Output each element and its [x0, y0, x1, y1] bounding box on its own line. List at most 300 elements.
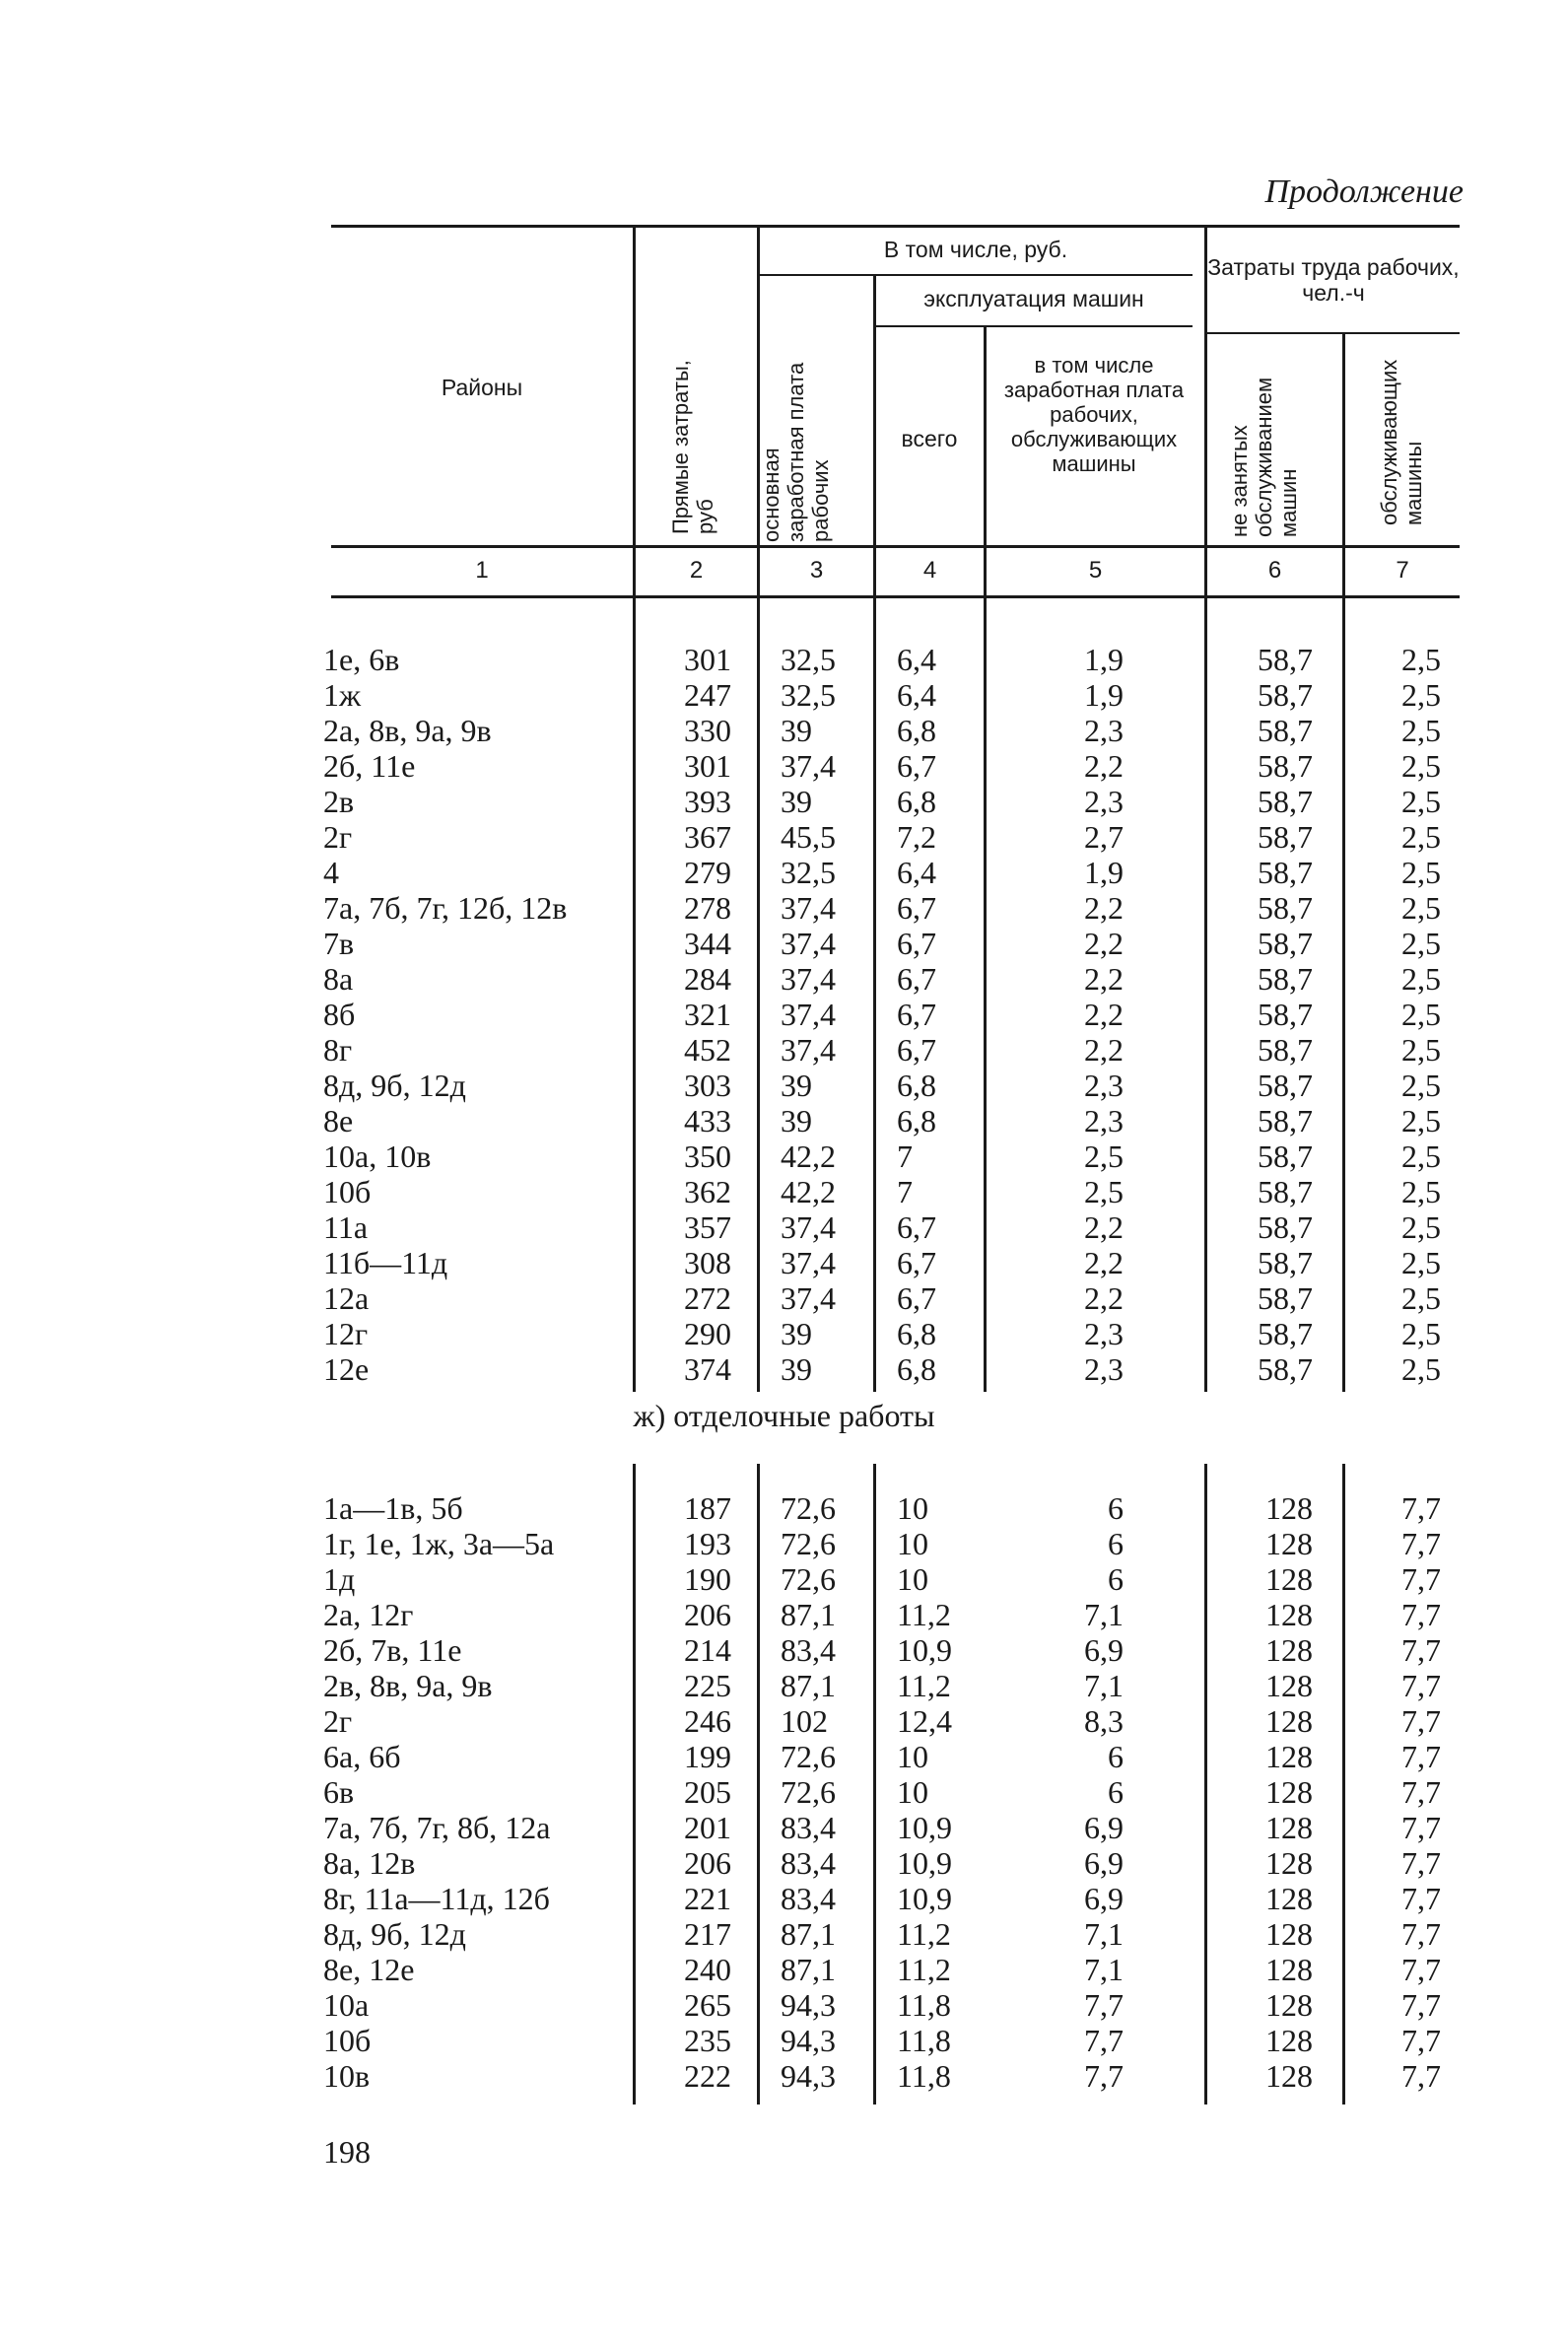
base-wage-cell: 37,4 — [781, 1032, 836, 1068]
district-cell: 8е, 12е — [323, 1952, 415, 1987]
labor-not-busy-cell: 58,7 — [1258, 926, 1313, 961]
labor-servicing-cell: 7,7 — [1401, 1526, 1441, 1561]
district-cell: 8б — [323, 997, 356, 1032]
labor-servicing-cell: 2,5 — [1401, 1280, 1441, 1316]
labor-servicing-cell: 2,5 — [1401, 1032, 1441, 1068]
machine-wage-cell: 2,2 — [1084, 890, 1124, 926]
base-wage-cell: 83,4 — [781, 1845, 836, 1881]
district-cell: 4 — [323, 855, 339, 890]
machine-wage-cell: 6,9 — [1084, 1632, 1124, 1668]
base-wage-cell: 37,4 — [781, 1245, 836, 1280]
including-header: В том числе, руб. — [883, 237, 1068, 262]
machine-total-cell: 11,2 — [897, 1597, 951, 1632]
base-wage-cell: 72,6 — [781, 1774, 836, 1810]
machine-wage-cell: 7,7 — [1084, 2058, 1124, 2094]
labor-not-busy-cell: 58,7 — [1258, 784, 1313, 819]
machine-total-cell: 6,7 — [897, 1280, 936, 1316]
header-subrule-including — [759, 274, 1193, 276]
machine-wage-cell: 6,9 — [1084, 1881, 1124, 1916]
district-cell: 8д, 9б, 12д — [323, 1916, 466, 1952]
labor-not-busy-cell: 128 — [1265, 1632, 1313, 1668]
labor-not-busy-cell: 58,7 — [1258, 890, 1313, 926]
labor-not-busy-cell: 58,7 — [1258, 1174, 1313, 1209]
machine-wage-cell: 1,9 — [1084, 855, 1124, 890]
direct-costs-cell: 433 — [684, 1103, 731, 1138]
table-row — [0, 1245, 1568, 1280]
machine-total-cell: 6,7 — [897, 1209, 936, 1245]
table-row — [0, 926, 1568, 961]
servicing-header: обслуживающих машины — [1377, 359, 1426, 525]
machine-total-cell: 11,8 — [897, 1987, 951, 2023]
district-cell: 1г, 1е, 1ж, 3а—5а — [323, 1526, 555, 1561]
base-wage-cell: 83,4 — [781, 1810, 836, 1845]
machine-wage-cell: 2,2 — [1084, 748, 1124, 784]
labor-not-busy-cell: 58,7 — [1258, 1032, 1313, 1068]
labor-not-busy-cell: 128 — [1265, 1774, 1313, 1810]
labor-not-busy-cell: 128 — [1265, 1810, 1313, 1845]
table-row — [0, 1987, 1568, 2023]
labor-servicing-cell: 7,7 — [1401, 1597, 1441, 1632]
machine-total-cell: 6,7 — [897, 748, 936, 784]
machine-wage-cell: 6 — [1108, 1561, 1124, 1597]
labor-not-busy-cell: 58,7 — [1258, 1316, 1313, 1351]
direct-costs-cell: 235 — [684, 2023, 731, 2058]
labor-servicing-cell: 7,7 — [1401, 1845, 1441, 1881]
labor-servicing-cell: 2,5 — [1401, 642, 1441, 677]
labor-servicing-cell: 7,7 — [1401, 2058, 1441, 2094]
machine-wage-cell: 2,3 — [1084, 1316, 1124, 1351]
labor-servicing-cell: 7,7 — [1401, 1916, 1441, 1952]
labor-servicing-cell: 7,7 — [1401, 1490, 1441, 1526]
base-wage-cell: 37,4 — [781, 1209, 836, 1245]
machine-total-cell: 10 — [897, 1561, 928, 1597]
labor-not-busy-cell: 128 — [1265, 1739, 1313, 1774]
labor-not-busy-cell: 58,7 — [1258, 642, 1313, 677]
machine-total-cell: 11,2 — [897, 1916, 951, 1952]
direct-costs-header: Прямые затраты, руб — [668, 360, 717, 534]
machine-wage-cell: 2,2 — [1084, 1032, 1124, 1068]
direct-costs-cell: 272 — [684, 1280, 731, 1316]
machine-wage-cell: 1,9 — [1084, 677, 1124, 713]
labor-servicing-cell: 7,7 — [1401, 1632, 1441, 1668]
district-cell: 2а, 12г — [323, 1597, 414, 1632]
direct-costs-cell: 452 — [684, 1032, 731, 1068]
machine-total-cell: 6,8 — [897, 784, 936, 819]
labor-servicing-cell: 2,5 — [1401, 748, 1441, 784]
district-cell: 11а — [323, 1209, 369, 1245]
table-row — [0, 1103, 1568, 1138]
labor-servicing-cell: 7,7 — [1401, 1952, 1441, 1987]
labor-not-busy-cell: 58,7 — [1258, 1068, 1313, 1103]
direct-costs-cell: 308 — [684, 1245, 731, 1280]
labor-servicing-cell: 2,5 — [1401, 819, 1441, 855]
labor-servicing-cell: 2,5 — [1401, 677, 1441, 713]
continuation-label: Продолжение — [1264, 173, 1464, 210]
district-cell: 8г, 11а—11д, 12б — [323, 1881, 550, 1916]
labor-servicing-cell: 2,5 — [1401, 961, 1441, 997]
machine-wage-cell: 7,1 — [1084, 1916, 1124, 1952]
labor-servicing-cell: 2,5 — [1401, 997, 1441, 1032]
machine-wage-cell: 2,5 — [1084, 1138, 1124, 1174]
districts-header: Районы — [441, 375, 523, 400]
table-row — [0, 997, 1568, 1032]
table-row — [0, 1810, 1568, 1845]
machine-wage-cell: 2,3 — [1084, 784, 1124, 819]
table-row — [0, 1668, 1568, 1703]
labor-not-busy-cell: 58,7 — [1258, 1138, 1313, 1174]
header-subrule-machines — [875, 325, 1193, 327]
labor-not-busy-cell: 128 — [1265, 1526, 1313, 1561]
labor-servicing-cell: 7,7 — [1401, 1703, 1441, 1739]
table-row — [0, 784, 1568, 819]
labor-not-busy-cell: 128 — [1265, 2023, 1313, 2058]
base-wage-cell: 39 — [781, 1103, 812, 1138]
direct-costs-cell: 206 — [684, 1597, 731, 1632]
section-title: ж) отделочные работы — [633, 1398, 935, 1433]
machine-wage-cell: 6,9 — [1084, 1810, 1124, 1845]
district-cell: 2г — [323, 1703, 353, 1739]
district-cell: 2в, 8в, 9а, 9в — [323, 1668, 493, 1703]
machine-total-cell: 10,9 — [897, 1881, 952, 1916]
direct-costs-cell: 344 — [684, 926, 731, 961]
district-cell: 8а — [323, 961, 354, 997]
district-cell: 7а, 7б, 7г, 12б, 12в — [323, 890, 568, 926]
direct-costs-cell: 190 — [684, 1561, 731, 1597]
machine-wage-cell: 6,9 — [1084, 1845, 1124, 1881]
labor-servicing-cell: 7,7 — [1401, 1668, 1441, 1703]
base-wage-cell: 72,6 — [781, 1739, 836, 1774]
table-row — [0, 2023, 1568, 2058]
machine-total-cell: 11,2 — [897, 1668, 951, 1703]
direct-costs-cell: 330 — [684, 713, 731, 748]
machine-total-cell: 7 — [897, 1174, 913, 1209]
labor-not-busy-cell: 58,7 — [1258, 1280, 1313, 1316]
machine-total-cell: 6,8 — [897, 1103, 936, 1138]
direct-costs-cell: 367 — [684, 819, 731, 855]
machine-wage-cell: 7,1 — [1084, 1952, 1124, 1987]
header-bottom-rule — [331, 545, 1460, 548]
machine-total-cell: 6,8 — [897, 713, 936, 748]
table-row — [0, 1351, 1568, 1387]
direct-costs-cell: 214 — [684, 1632, 731, 1668]
direct-costs-cell: 362 — [684, 1174, 731, 1209]
column-number: 5 — [1088, 557, 1103, 584]
machine-wage-cell: 7,1 — [1084, 1597, 1124, 1632]
labor-servicing-cell: 2,5 — [1401, 1245, 1441, 1280]
column-number: 4 — [922, 557, 937, 584]
district-cell: 7в — [323, 926, 355, 961]
labor-not-busy-cell: 128 — [1265, 1703, 1313, 1739]
district-cell: 1а—1в, 5б — [323, 1490, 463, 1526]
labor-servicing-cell: 2,5 — [1401, 1209, 1441, 1245]
labor-not-busy-cell: 128 — [1265, 1952, 1313, 1987]
labor-not-busy-cell: 128 — [1265, 1881, 1313, 1916]
district-cell: 6а, 6б — [323, 1739, 401, 1774]
machine-wage-cell: 2,5 — [1084, 1174, 1124, 1209]
labor-not-busy-cell: 58,7 — [1258, 1209, 1313, 1245]
labor-not-busy-cell: 128 — [1265, 1916, 1313, 1952]
labor-header: Затраты труда рабочих, чел.-ч — [1207, 254, 1460, 306]
base-wage-cell: 39 — [781, 713, 812, 748]
direct-costs-cell: 221 — [684, 1881, 731, 1916]
labor-servicing-cell: 2,5 — [1401, 1351, 1441, 1387]
labor-not-busy-cell: 58,7 — [1258, 1103, 1313, 1138]
table-row — [0, 1952, 1568, 1987]
labor-servicing-cell: 2,5 — [1401, 1174, 1441, 1209]
labor-servicing-cell: 2,5 — [1401, 1068, 1441, 1103]
table-row — [0, 1209, 1568, 1245]
labor-servicing-cell: 2,5 — [1401, 713, 1441, 748]
district-cell: 10в — [323, 2058, 371, 2094]
machine-wage-cell: 2,3 — [1084, 1068, 1124, 1103]
base-wage-cell: 72,6 — [781, 1490, 836, 1526]
direct-costs-cell: 357 — [684, 1209, 731, 1245]
table-row — [0, 713, 1568, 748]
machine-wage-cell: 8,3 — [1084, 1703, 1124, 1739]
district-cell: 10а, 10в — [323, 1138, 432, 1174]
direct-costs-cell: 246 — [684, 1703, 731, 1739]
machine-wage-cell: 7,7 — [1084, 2023, 1124, 2058]
table-row — [0, 1032, 1568, 1068]
table-row — [0, 2058, 1568, 2094]
direct-costs-cell: 193 — [684, 1526, 731, 1561]
direct-costs-cell: 279 — [684, 855, 731, 890]
machine-wage-cell: 2,2 — [1084, 997, 1124, 1032]
table-row — [0, 1138, 1568, 1174]
machine-total-cell: 6,8 — [897, 1351, 936, 1387]
district-cell: 1е, 6в — [323, 642, 400, 677]
machine-operation-header: эксплуатация машин — [923, 286, 1144, 311]
base-wage-cell: 72,6 — [781, 1561, 836, 1597]
table-row — [0, 1526, 1568, 1561]
machine-total-cell: 6,4 — [897, 642, 936, 677]
machine-total-cell: 11,8 — [897, 2023, 951, 2058]
table-row — [0, 748, 1568, 784]
base-wage-cell: 72,6 — [781, 1526, 836, 1561]
direct-costs-cell: 301 — [684, 748, 731, 784]
column-number: 1 — [475, 557, 489, 584]
not-busy-header: не занятых обслуживанием машин — [1227, 377, 1301, 537]
labor-servicing-cell: 7,7 — [1401, 1881, 1441, 1916]
total-header: всего — [901, 426, 958, 451]
machine-wage-cell: 1,9 — [1084, 642, 1124, 677]
direct-costs-cell: 284 — [684, 961, 731, 997]
direct-costs-cell: 206 — [684, 1845, 731, 1881]
machine-total-cell: 6,7 — [897, 1245, 936, 1280]
column-number: 3 — [809, 557, 824, 584]
direct-costs-cell: 187 — [684, 1490, 731, 1526]
column-number: 2 — [689, 557, 704, 584]
machine-total-cell: 7 — [897, 1138, 913, 1174]
district-cell: 11б—11д — [323, 1245, 448, 1280]
machine-total-cell: 12,4 — [897, 1703, 952, 1739]
machine-wage-cell: 6 — [1108, 1739, 1124, 1774]
machine-wage-cell: 2,2 — [1084, 926, 1124, 961]
district-cell: 2б, 7в, 11е — [323, 1632, 462, 1668]
labor-not-busy-cell: 128 — [1265, 1597, 1313, 1632]
district-cell: 1ж — [323, 677, 362, 713]
table-row — [0, 1916, 1568, 1952]
district-cell: 1д — [323, 1561, 356, 1597]
base-wage-cell: 37,4 — [781, 890, 836, 926]
table-row — [0, 1068, 1568, 1103]
district-cell: 6в — [323, 1774, 355, 1810]
machine-total-cell: 6,4 — [897, 677, 936, 713]
labor-not-busy-cell: 128 — [1265, 1845, 1313, 1881]
machine-total-cell: 10 — [897, 1526, 928, 1561]
machine-total-cell: 10 — [897, 1774, 928, 1810]
district-cell: 10б — [323, 2023, 372, 2058]
table-row — [0, 1632, 1568, 1668]
labor-not-busy-cell: 58,7 — [1258, 1351, 1313, 1387]
base-wage-cell: 45,5 — [781, 819, 836, 855]
header-top-rule — [331, 225, 1460, 228]
machine-total-cell: 6,4 — [897, 855, 936, 890]
labor-servicing-cell: 7,7 — [1401, 1987, 1441, 2023]
labor-not-busy-cell: 128 — [1265, 1490, 1313, 1526]
direct-costs-cell: 199 — [684, 1739, 731, 1774]
labor-not-busy-cell: 58,7 — [1258, 677, 1313, 713]
district-cell: 7а, 7б, 7г, 8б, 12а — [323, 1810, 551, 1845]
labor-servicing-cell: 7,7 — [1401, 2023, 1441, 2058]
header-subrule-labor — [1207, 332, 1460, 334]
machine-wage-cell: 2,7 — [1084, 819, 1124, 855]
base-wage-cell: 37,4 — [781, 926, 836, 961]
district-cell: 2а, 8в, 9а, 9в — [323, 713, 492, 748]
labor-not-busy-cell: 58,7 — [1258, 961, 1313, 997]
direct-costs-cell: 301 — [684, 642, 731, 677]
machine-wage-cell: 6 — [1108, 1526, 1124, 1561]
machine-total-cell: 10 — [897, 1739, 928, 1774]
labor-servicing-cell: 2,5 — [1401, 1316, 1441, 1351]
district-cell: 12а — [323, 1280, 370, 1316]
labor-servicing-cell: 2,5 — [1401, 926, 1441, 961]
district-cell: 8е — [323, 1103, 354, 1138]
base-wage-cell: 37,4 — [781, 961, 836, 997]
direct-costs-cell: 321 — [684, 997, 731, 1032]
base-wage-cell: 42,2 — [781, 1174, 836, 1209]
labor-not-busy-cell: 58,7 — [1258, 748, 1313, 784]
direct-costs-cell: 222 — [684, 2058, 731, 2094]
table-row — [0, 1174, 1568, 1209]
labor-not-busy-cell: 58,7 — [1258, 997, 1313, 1032]
base-wage-cell: 32,5 — [781, 642, 836, 677]
labor-servicing-cell: 2,5 — [1401, 890, 1441, 926]
direct-costs-cell: 374 — [684, 1351, 731, 1387]
base-wage-cell: 87,1 — [781, 1916, 836, 1952]
base-wage-cell: 39 — [781, 1316, 812, 1351]
labor-not-busy-cell: 58,7 — [1258, 855, 1313, 890]
base-wage-cell: 87,1 — [781, 1597, 836, 1632]
base-wage-cell: 94,3 — [781, 2023, 836, 2058]
table-row — [0, 1316, 1568, 1351]
base-wage-cell: 42,2 — [781, 1138, 836, 1174]
base-wage-cell: 87,1 — [781, 1952, 836, 1987]
header-vline — [633, 227, 636, 596]
table-row — [0, 1561, 1568, 1597]
labor-servicing-cell: 2,5 — [1401, 1138, 1441, 1174]
direct-costs-cell: 290 — [684, 1316, 731, 1351]
labor-servicing-cell: 7,7 — [1401, 1774, 1441, 1810]
base-wage-cell: 37,4 — [781, 997, 836, 1032]
labor-servicing-cell: 7,7 — [1401, 1739, 1441, 1774]
machine-total-cell: 6,7 — [897, 961, 936, 997]
labor-not-busy-cell: 128 — [1265, 1668, 1313, 1703]
direct-costs-cell: 201 — [684, 1810, 731, 1845]
machine-total-cell: 10,9 — [897, 1810, 952, 1845]
labor-not-busy-cell: 58,7 — [1258, 819, 1313, 855]
district-cell: 12е — [323, 1351, 370, 1387]
labor-not-busy-cell: 58,7 — [1258, 1245, 1313, 1280]
district-cell: 10б — [323, 1174, 372, 1209]
base-wage-header: основная заработная плата рабочих — [759, 362, 833, 542]
base-wage-cell: 39 — [781, 1068, 812, 1103]
labor-servicing-cell: 2,5 — [1401, 1103, 1441, 1138]
base-wage-cell: 83,4 — [781, 1632, 836, 1668]
base-wage-cell: 94,3 — [781, 2058, 836, 2094]
district-cell: 2г — [323, 819, 353, 855]
base-wage-cell: 37,4 — [781, 748, 836, 784]
base-wage-cell: 94,3 — [781, 1987, 836, 2023]
district-cell: 12г — [323, 1316, 369, 1351]
table-row — [0, 1845, 1568, 1881]
machine-total-cell: 7,2 — [897, 819, 936, 855]
direct-costs-cell: 247 — [684, 677, 731, 713]
district-cell: 8д, 9б, 12д — [323, 1068, 466, 1103]
machine-total-cell: 11,8 — [897, 2058, 951, 2094]
base-wage-cell: 39 — [781, 784, 812, 819]
column-number: 6 — [1267, 557, 1282, 584]
base-wage-cell: 32,5 — [781, 677, 836, 713]
machine-total-cell: 6,8 — [897, 1316, 936, 1351]
table-row — [0, 1490, 1568, 1526]
table-row — [0, 1774, 1568, 1810]
machine-total-cell: 6,8 — [897, 1068, 936, 1103]
machine-wage-cell: 2,3 — [1084, 713, 1124, 748]
machine-total-cell: 10,9 — [897, 1845, 952, 1881]
including-wage-header: в том числе заработная плата рабочих, обслуживающих машины — [1003, 353, 1185, 476]
machine-wage-cell: 7,1 — [1084, 1668, 1124, 1703]
district-cell: 2б, 11е — [323, 748, 416, 784]
base-wage-cell: 32,5 — [781, 855, 836, 890]
table-row — [0, 1739, 1568, 1774]
direct-costs-cell: 393 — [684, 784, 731, 819]
machine-wage-cell: 6 — [1108, 1490, 1124, 1526]
table-row — [0, 855, 1568, 890]
table-row — [0, 1280, 1568, 1316]
table-row — [0, 642, 1568, 677]
machine-total-cell: 6,7 — [897, 890, 936, 926]
machine-wage-cell: 7,7 — [1084, 1987, 1124, 2023]
page-number: 198 — [323, 2134, 371, 2170]
table-row — [0, 1597, 1568, 1632]
machine-total-cell: 6,7 — [897, 997, 936, 1032]
district-cell: 8а, 12в — [323, 1845, 416, 1881]
base-wage-cell: 39 — [781, 1351, 812, 1387]
table-row — [0, 819, 1568, 855]
machine-wage-cell: 6 — [1108, 1774, 1124, 1810]
labor-servicing-cell: 7,7 — [1401, 1561, 1441, 1597]
direct-costs-cell: 205 — [684, 1774, 731, 1810]
labor-servicing-cell: 7,7 — [1401, 1810, 1441, 1845]
base-wage-cell: 87,1 — [781, 1668, 836, 1703]
direct-costs-cell: 303 — [684, 1068, 731, 1103]
machine-wage-cell: 2,3 — [1084, 1103, 1124, 1138]
machine-total-cell: 10 — [897, 1490, 928, 1526]
labor-not-busy-cell: 128 — [1265, 1987, 1313, 2023]
table-row — [0, 677, 1568, 713]
base-wage-cell: 102 — [781, 1703, 828, 1739]
